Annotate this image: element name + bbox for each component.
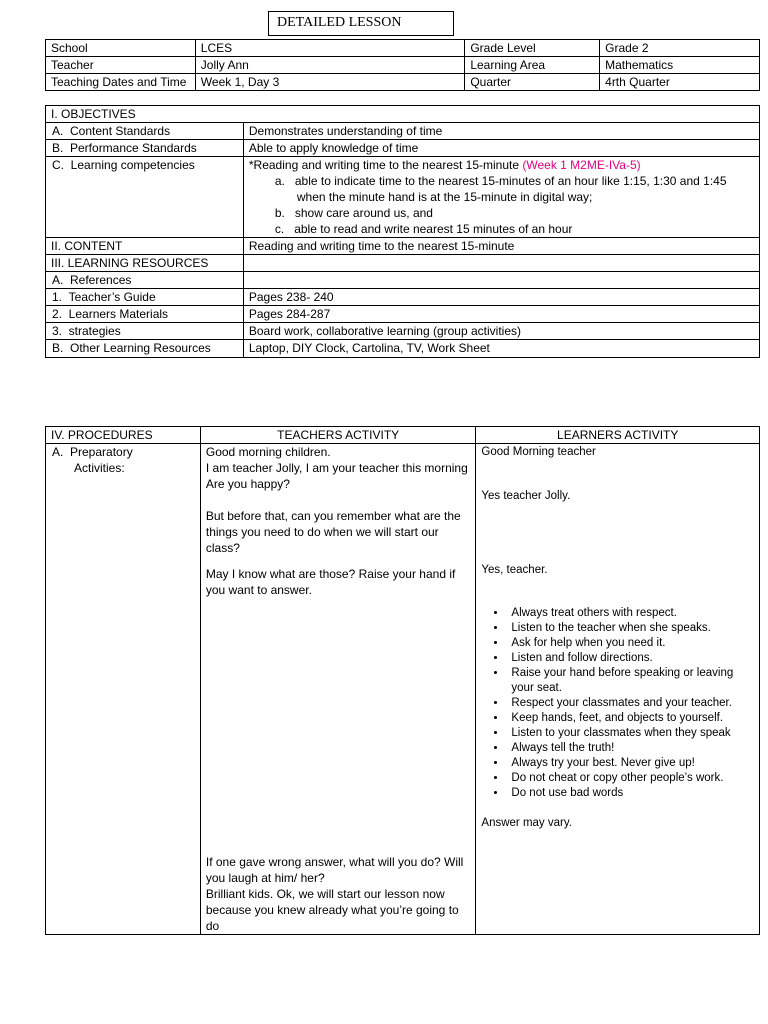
- other-resources-label: B. Other Learning Resources: [46, 340, 244, 358]
- table-row: [46, 74, 760, 91]
- learning-competencies-cell: [243, 157, 759, 238]
- learners-activity-cell: [476, 444, 760, 935]
- learner-line: Good Morning teacher: [481, 446, 596, 458]
- learner-line: Yes, teacher.: [481, 564, 548, 576]
- list-item: • Ask for help when you need it.: [507, 636, 754, 651]
- competency-intro: [249, 157, 754, 173]
- content-heading: II. CONTENT: [46, 238, 244, 255]
- teacher-value: Jolly Ann: [195, 57, 465, 74]
- school-value: LCES: [195, 40, 465, 57]
- table-row: [46, 255, 760, 272]
- table-row: [46, 323, 760, 340]
- table-row: [46, 306, 760, 323]
- list-item: • Do not use bad words: [507, 786, 754, 801]
- learner-line: Yes teacher Jolly.: [481, 490, 571, 502]
- table-row: [46, 140, 760, 157]
- grade-level-label: Grade Level: [465, 40, 600, 57]
- quarter-value: 4rth Quarter: [600, 74, 760, 91]
- content-standards-value: Demonstrates understanding of time: [243, 123, 759, 140]
- empty-cell: [243, 255, 759, 272]
- table-row: [46, 427, 760, 444]
- strategies-value: Board work, collaborative learning (group activities): [243, 323, 759, 340]
- teacher-line: Are you happy?: [205, 477, 290, 491]
- document-title: DETAILED LESSON: [268, 11, 454, 36]
- performance-standards-value: Able to apply knowledge of time: [243, 140, 759, 157]
- competency-b: b. show care around us, and: [274, 206, 433, 220]
- quarter-label: Quarter: [465, 74, 600, 91]
- preparatory-activities-label: A. Preparatory Activities:: [46, 444, 201, 935]
- content-standards-label: A. Content Standards: [46, 123, 244, 140]
- learning-area-value: Mathematics: [600, 57, 760, 74]
- resources-heading: III. LEARNING RESOURCES: [46, 255, 244, 272]
- class-rules-list: [481, 606, 754, 801]
- competency-intro-text: *Reading and writing time to the nearest 15-minute: [248, 158, 523, 172]
- teachers-guide-value: Pages 238- 240: [243, 289, 759, 306]
- empty-cell: [243, 272, 759, 289]
- teacher-line: I am teacher Jolly, I am your teacher this morning: [205, 461, 468, 475]
- list-item: • Keep hands, feet, and objects to yourself.: [507, 711, 754, 726]
- teacher-label: Teacher: [46, 57, 196, 74]
- table-row: [46, 444, 760, 935]
- competency-a: a. able to indicate time to the nearest 15-minutes of an hour like 1:15, 1:30 and 1:45 when the minute hand is at the 15-minute in digital way;: [274, 174, 727, 204]
- objectives-heading: I. OBJECTIVES: [46, 106, 760, 123]
- teaching-dates-value: Week 1, Day 3: [195, 74, 465, 91]
- objectives-table: [45, 105, 760, 358]
- list-item: • Always try your best. Never give up!: [507, 756, 754, 771]
- teacher-line: Good morning children.: [205, 445, 331, 459]
- table-row: [46, 106, 760, 123]
- procedures-table: [45, 426, 760, 935]
- learner-line: Answer may vary.: [481, 817, 572, 829]
- table-row: [46, 123, 760, 140]
- list-item: • Listen to your classmates when they speak: [507, 726, 754, 741]
- list-item: • Listen and follow directions.: [507, 651, 754, 666]
- procedures-heading: IV. PROCEDURES: [46, 427, 201, 444]
- learning-area-label: Learning Area: [465, 57, 600, 74]
- teachers-guide-label: 1. Teacher’s Guide: [46, 289, 244, 306]
- strategies-label: 3. strategies: [46, 323, 244, 340]
- teaching-dates-label: Teaching Dates and Time: [46, 74, 196, 91]
- list-item: • Always tell the truth!: [507, 741, 754, 756]
- references-label: A. References: [46, 272, 244, 289]
- other-resources-value: Laptop, DIY Clock, Cartolina, TV, Work Sheet: [243, 340, 759, 358]
- list-item: • Do not cheat or copy other people’s work.: [507, 771, 754, 786]
- list-item: • Listen to the teacher when she speaks.: [507, 621, 754, 636]
- school-label: School: [46, 40, 196, 57]
- table-row: [46, 157, 760, 238]
- content-value: Reading and writing time to the nearest 15-minute: [243, 238, 759, 255]
- teacher-line: May I know what are those? Raise your hand if you want to answer.: [205, 567, 456, 597]
- header-table: [45, 39, 760, 91]
- table-row: [46, 238, 760, 255]
- list-item: • Raise your hand before speaking or leaving your seat.: [507, 666, 754, 696]
- table-row: [46, 340, 760, 358]
- teacher-line: If one gave wrong answer, what will you do? Will you laugh at him/ her?: [205, 855, 464, 885]
- grade-level-value: Grade 2: [600, 40, 760, 57]
- competency-c: c. able to read and write nearest 15 minutes of an hour: [274, 222, 573, 236]
- teacher-line: But before that, can you remember what are the things you need to do when we will start our class?: [205, 509, 461, 555]
- table-row: [46, 272, 760, 289]
- list-item: • Always treat others with respect.: [507, 606, 754, 621]
- learners-activity-heading: LEARNERS ACTIVITY: [476, 427, 760, 444]
- table-row: [46, 57, 760, 74]
- learners-materials-value: Pages 284-287: [243, 306, 759, 323]
- teachers-activity-cell: [200, 444, 476, 935]
- learners-materials-label: 2. Learners Materials: [46, 306, 244, 323]
- list-item: • Respect your classmates and your teacher.: [507, 696, 754, 711]
- table-row: [46, 289, 760, 306]
- learning-competencies-label: C. Learning competencies: [46, 157, 244, 238]
- teachers-activity-heading: TEACHERS ACTIVITY: [200, 427, 476, 444]
- teacher-line: Brilliant kids. Ok, we will start our lesson now because you knew already what you’re going to do: [205, 887, 459, 933]
- table-row: [46, 40, 760, 57]
- competency-code: (Week 1 M2ME-IVa-5): [522, 158, 641, 172]
- performance-standards-label: B. Performance Standards: [46, 140, 244, 157]
